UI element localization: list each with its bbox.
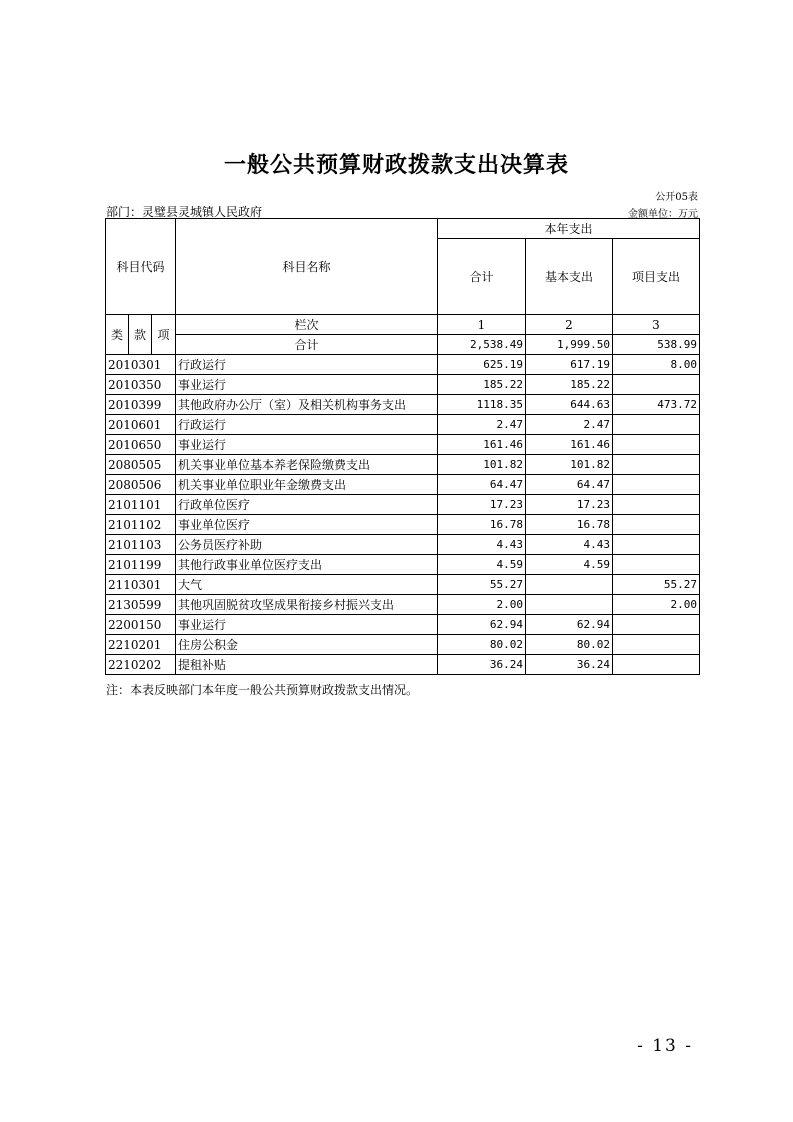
table-row <box>106 535 700 555</box>
subject-code-cell: 2130599 <box>106 595 176 615</box>
subject-code-cell: 2010601 <box>106 415 176 435</box>
header-project: 项目支出 <box>613 239 700 315</box>
project-cell <box>613 415 700 435</box>
header-xiang: 项 <box>152 315 176 355</box>
total-cell: 62.94 <box>438 615 526 635</box>
total-cell: 185.22 <box>438 375 526 395</box>
subject-name-cell: 事业运行 <box>176 615 438 635</box>
basic-cell: 17.23 <box>526 495 613 515</box>
total-cell: 16.78 <box>438 515 526 535</box>
table-row <box>106 515 700 535</box>
table-row <box>106 475 700 495</box>
basic-cell <box>526 595 613 615</box>
sum-basic: 1,999.50 <box>526 335 613 355</box>
subject-code-cell: 2110301 <box>106 575 176 595</box>
subject-code-cell: 2010650 <box>106 435 176 455</box>
sum-total: 2,538.49 <box>438 335 526 355</box>
basic-cell: 16.78 <box>526 515 613 535</box>
header-row-1 <box>106 219 700 239</box>
subject-code-cell: 2210202 <box>106 655 176 675</box>
project-cell <box>613 475 700 495</box>
subject-code-cell: 2010350 <box>106 375 176 395</box>
sum-row <box>106 335 700 355</box>
page-title: 一般公共预算财政拨款支出决算表 <box>223 152 569 178</box>
subject-code-cell: 2210201 <box>106 635 176 655</box>
subject-code-cell: 2080505 <box>106 455 176 475</box>
subject-code-cell: 2101102 <box>106 515 176 535</box>
total-cell: 2.47 <box>438 415 526 435</box>
budget-table <box>105 218 700 675</box>
table-row <box>106 415 700 435</box>
total-cell: 4.43 <box>438 535 526 555</box>
subject-name-cell: 住房公积金 <box>176 635 438 655</box>
subject-code-cell: 2101103 <box>106 535 176 555</box>
basic-cell <box>526 575 613 595</box>
basic-cell: 4.59 <box>526 555 613 575</box>
subject-name-cell: 其他行政事业单位医疗支出 <box>176 555 438 575</box>
subject-name-cell: 事业运行 <box>176 375 438 395</box>
subject-name-cell: 机关事业单位基本养老保险缴费支出 <box>176 455 438 475</box>
basic-cell: 36.24 <box>526 655 613 675</box>
department-label: 部门：灵璧县灵城镇人民政府 <box>106 205 263 219</box>
project-cell <box>613 515 700 535</box>
total-cell: 1118.35 <box>438 395 526 415</box>
subject-name-cell: 事业运行 <box>176 435 438 455</box>
table-row <box>106 395 700 415</box>
subject-code-cell: 2010301 <box>106 355 176 375</box>
sum-project: 538.99 <box>613 335 700 355</box>
header-current-year: 本年支出 <box>438 219 700 239</box>
header-total: 合计 <box>438 239 526 315</box>
unit-label: 金额单位：万元 <box>628 209 698 220</box>
project-cell <box>613 635 700 655</box>
total-cell: 17.23 <box>438 495 526 515</box>
subject-name-cell: 其他政府办公厅（室）及相关机构事务支出 <box>176 395 438 415</box>
subject-name-cell: 行政单位医疗 <box>176 495 438 515</box>
basic-cell: 4.43 <box>526 535 613 555</box>
header-subject-name: 科目名称 <box>176 219 438 315</box>
project-cell <box>613 495 700 515</box>
total-cell: 64.47 <box>438 475 526 495</box>
column-number-1: 1 <box>438 315 526 335</box>
subject-name-cell: 机关事业单位职业年金缴费支出 <box>176 475 438 495</box>
total-cell: 161.46 <box>438 435 526 455</box>
subject-code-cell: 2010399 <box>106 395 176 415</box>
table-row <box>106 455 700 475</box>
header-basic: 基本支出 <box>526 239 613 315</box>
project-cell <box>613 655 700 675</box>
total-cell: 101.82 <box>438 455 526 475</box>
total-cell: 4.59 <box>438 555 526 575</box>
project-cell: 8.00 <box>613 355 700 375</box>
basic-cell: 62.94 <box>526 615 613 635</box>
basic-cell: 185.22 <box>526 375 613 395</box>
total-cell: 55.27 <box>438 575 526 595</box>
table-row <box>106 635 700 655</box>
project-cell: 473.72 <box>613 395 700 415</box>
subject-code-cell: 2101101 <box>106 495 176 515</box>
subject-name-cell: 行政运行 <box>176 415 438 435</box>
project-cell <box>613 435 700 455</box>
project-cell <box>613 455 700 475</box>
table-row <box>106 375 700 395</box>
table-row <box>106 555 700 575</box>
table-row <box>106 575 700 595</box>
column-number-2: 2 <box>526 315 613 335</box>
footnote: 注：本表反映部门本年度一般公共预算财政拨款支出情况。 <box>106 683 419 697</box>
sum-label: 合计 <box>176 335 438 355</box>
basic-cell: 101.82 <box>526 455 613 475</box>
subject-name-cell: 公务员医疗补助 <box>176 535 438 555</box>
project-cell <box>613 615 700 635</box>
table-row <box>106 495 700 515</box>
total-cell: 36.24 <box>438 655 526 675</box>
table-row <box>106 435 700 455</box>
table-row <box>106 655 700 675</box>
total-cell: 2.00 <box>438 595 526 615</box>
table-row <box>106 595 700 615</box>
project-cell <box>613 555 700 575</box>
project-cell <box>613 535 700 555</box>
project-cell: 55.27 <box>613 575 700 595</box>
basic-cell: 617.19 <box>526 355 613 375</box>
header-kuan: 款 <box>129 315 152 355</box>
basic-cell: 2.47 <box>526 415 613 435</box>
basic-cell: 644.63 <box>526 395 613 415</box>
table-row <box>106 355 700 375</box>
subject-name-cell: 行政运行 <box>176 355 438 375</box>
subject-name-cell: 大气 <box>176 575 438 595</box>
project-cell <box>613 375 700 395</box>
subject-name-cell: 提租补贴 <box>176 655 438 675</box>
total-cell: 625.19 <box>438 355 526 375</box>
column-label: 栏次 <box>176 315 438 335</box>
subject-code-cell: 2080506 <box>106 475 176 495</box>
basic-cell: 64.47 <box>526 475 613 495</box>
subject-name-cell: 其他巩固脱贫攻坚成果衔接乡村振兴支出 <box>176 595 438 615</box>
subject-name-cell: 事业单位医疗 <box>176 515 438 535</box>
page-number: - 13 - <box>637 1036 693 1056</box>
subject-code-cell: 2200150 <box>106 615 176 635</box>
basic-cell: 80.02 <box>526 635 613 655</box>
column-number-row <box>106 315 700 335</box>
header-subject-code: 科目代码 <box>106 219 176 315</box>
subject-code-cell: 2101199 <box>106 555 176 575</box>
table-row <box>106 615 700 635</box>
project-cell: 2.00 <box>613 595 700 615</box>
basic-cell: 161.46 <box>526 435 613 455</box>
total-cell: 80.02 <box>438 635 526 655</box>
header-lei: 类 <box>106 315 129 355</box>
form-number: 公开05表 <box>655 192 698 203</box>
column-number-3: 3 <box>613 315 700 335</box>
